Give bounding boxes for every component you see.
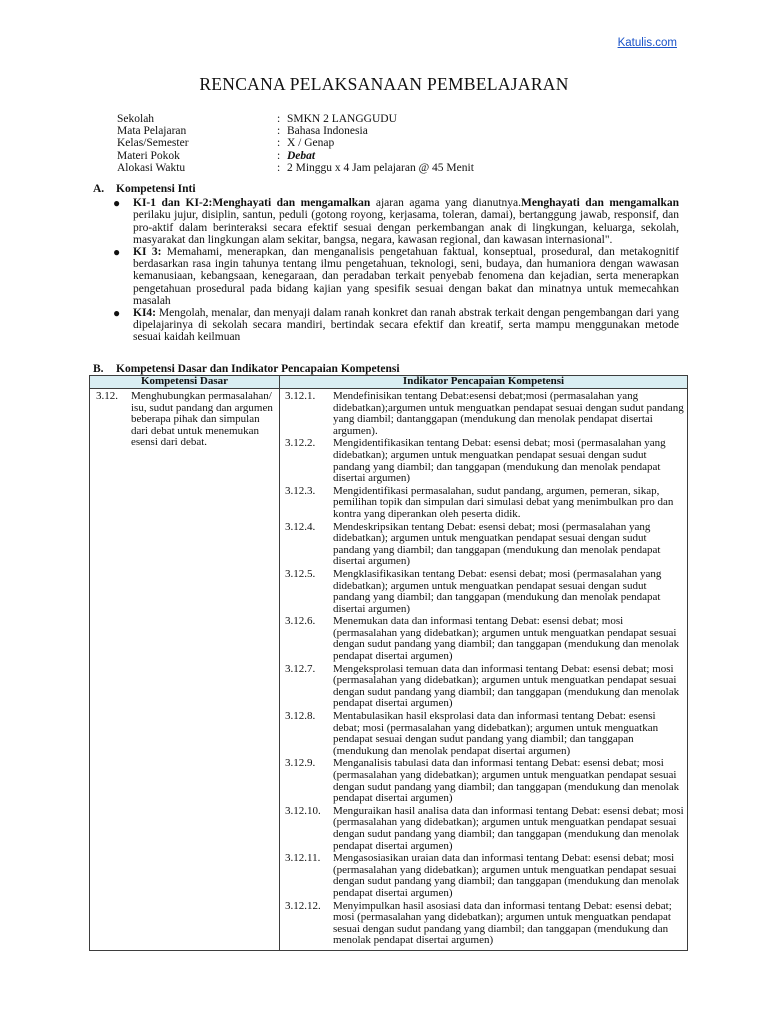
indicator-item [283, 758, 684, 804]
info-value: Debat [287, 149, 316, 162]
indicator-text: Mentabulasikan hasil eksprolasi data dan informasi tentang Debat: esensi debat; mosi (permasalahan yang didebatkan); argumen untuk menguatkan pendapat sesuai dengan sudut pandang yang diambil; dan tanggapan (mendukung dan menolak pendapat disertai argumen) [333, 710, 659, 757]
info-value: 2 Minggu x 4 Jam pelajaran @ 45 Menit [287, 161, 474, 174]
info-row-subject [117, 125, 474, 137]
list-item [113, 246, 679, 307]
info-row-time [117, 162, 474, 174]
indicators-cell [280, 389, 688, 951]
ki-body: ajaran agama yang dianutnya. [370, 197, 522, 210]
section-title: Kompetensi Dasar dan Indikator Pencapaian Kompetensi [116, 363, 400, 375]
info-colon: : [277, 137, 281, 150]
indicator-number: 3.12.10. [285, 804, 321, 817]
section-title: Kompetensi Inti [116, 183, 196, 195]
indicator-text: Mengklasifikasikan tentang Debat: esensi debat; mosi (permasalahan yang didebatkan); argumen untuk menguatkan pendapat sesuai dengan sudut pandang yang diambil; dan tanggapan (mendukung dan menolak pendapat disertai argumen) [333, 567, 662, 615]
watermark-link[interactable]: Katulis.com [617, 37, 677, 49]
indicator-text: Menemukan data dan informasi tentang Debat: esensi debat; mosi (permasalahan yang didebatkan); argumen untuk menguatkan pendapat sesuai dengan sudut pandang yang diambil; dan tanggapan (mendukung dan menolak pendapat disertai argumen) [333, 615, 680, 663]
info-label: Mata Pelajaran [117, 125, 187, 138]
indicator-text: Mengidentifikasikan tentang Debat: esensi debat; mosi (permasalahan yang didebatkan); argumen untuk menguatkan pendapat sesuai dengan sudut pandang yang diambil; dan tanggapan (mendukung dan menolak pendapat disertai argumen) [333, 437, 666, 485]
ki-text [133, 307, 679, 344]
info-label: Materi Pokok [117, 149, 180, 162]
section-core-competence [93, 183, 679, 344]
kd-number: 3.12. [96, 390, 118, 402]
indicator-text: Mendeskripsikan tentang Debat: esensi debat; mosi (permasalahan yang didebatkan); argumen untuk menguatkan pendapat sesuai dengan sudut pandang yang diambil; dan tanggapan (mendukung dan menolak pendapat disertai argumen) [333, 520, 661, 568]
ki-text [133, 197, 679, 246]
section-heading [93, 363, 689, 375]
indicator-item [283, 664, 684, 710]
info-label: Alokasi Waktu [117, 161, 186, 174]
indicator-item [283, 486, 684, 521]
indicator-item [283, 901, 684, 947]
indicator-number: 3.12.9. [285, 757, 316, 770]
core-competence-list [93, 197, 679, 343]
indicator-number: 3.12.3. [285, 484, 316, 497]
indicator-text: Mengasosiasikan uraian data dan informasi tentang Debat: esensi debat; mosi (permasalahan yang didebatkan); argumen untuk menguatkan pendapat sesuai dengan sudut pandang yang diambil; dan tanggapan (mendukung dan menolak pendapat disertai argumen) [333, 852, 680, 899]
indicator-text: Menguraikan hasil analisa data dan informasi tentang Debat: esensi debat; mosi (permasalahan yang didebatkan); argumen untuk menguatkan pendapat sesuai dengan sudut pandang yang diambil; dan tanggapan (mendukung dan menolak pendapat disertai argumen) [333, 804, 684, 852]
indicator-text: Mengeksprolasi temuan data dan informasi tentang Debat: esensi debat; mosi (permasalahan yang didebatkan); argumen untuk menguatkan pendapat sesuai dengan sudut pandang yang diambil; dan tanggapan (mendukung dan menolak pendapat disertai argumen) [333, 662, 680, 710]
ki-text [133, 246, 679, 307]
indicator-item [283, 616, 684, 662]
indicator-item [283, 806, 684, 852]
indicator-item [283, 522, 684, 568]
indicator-text: Menganalisis tabulasi data dan informasi tentang Debat: esensi debat; mosi (permasalahan yang didebatkan); argumen untuk menguatkan pendapat sesuai dengan sudut pandang yang diambil; dan tanggapan (mendukung dan menolak pendapat disertai argumen) [333, 757, 680, 805]
indicator-item [283, 711, 684, 757]
indicator-item [283, 853, 684, 899]
document-title: RENCANA PELAKSANAAN PEMBELAJARAN [199, 74, 569, 94]
competence-table [89, 375, 688, 951]
ki-body: Memahami, menerapkan, dan menganalisis pengetahuan faktual, konseptual, prosedural, dan metakognitif berdasarkan rasa ingin tahunya tentang ilmu pengetahuan, teknologi, seni, budaya, dan humaniora dengan wawasan kemanusiaan, kebangsaan, kenegaraan, dan peradaban terkait penyebab fenomena dan kejadian, serta menerapkan pengetahuan prosedural pada bidang kajian yang spesifik sesuai dengan bakat dan minatnya untuk memecahkan masalah [133, 246, 679, 307]
identity-block [117, 113, 474, 174]
info-row-topic [117, 150, 474, 162]
ki-lead: KI-1 dan KI-2:Menghayati dan mengamalkan [133, 197, 371, 210]
indicator-number: 3.12.7. [285, 662, 316, 675]
bullet-icon: ● [113, 306, 121, 321]
indicator-text: Mengidentifikasi permasalahan, sudut pandang, argumen, pemeran, sikap, pemilihan topik dan simpulan dari simulasi debat yang menimbulkan pro dan kontra yang diperankan oleh peserta didik. [333, 484, 674, 520]
column-header-basic-competence: Kompetensi Dasar [90, 376, 280, 389]
indicator-number: 3.12.5. [285, 567, 316, 580]
indicator-number: 3.12.1. [285, 390, 316, 402]
kd-text: Menghubungkan permasalahan/ isu, sudut pandang dan argumen beberapa pihak dan simpulan dari debat untuk menemukan esensi dari debat. [131, 390, 273, 449]
indicator-number: 3.12.4. [285, 520, 316, 533]
section-letter: A. [93, 183, 105, 195]
list-item [113, 197, 679, 246]
info-value: X / Genap [287, 137, 335, 150]
ki-lead: KI4: [133, 307, 156, 320]
ki-emphasis: Menghayati dan mengamalkan [521, 197, 679, 210]
indicator-text: Mendefinisikan tentang Debat:esensi debat;mosi (permasalahan yang didebatkan);argumen untuk menguatkan pendapat sesuai dengan sudut pandang yang diambil; dantanggapan (mendukung dan menolak pendapat disertai argumen). [333, 390, 684, 437]
basic-competence-cell [90, 389, 280, 951]
info-value: SMKN 2 LANGGUDU [287, 113, 397, 125]
column-header-indicators: Indikator Pencapaian Kompetensi [280, 376, 688, 389]
info-colon: : [277, 149, 281, 162]
info-label: Kelas/Semester [117, 137, 189, 150]
info-row-school [117, 113, 474, 125]
ki-lead: KI 3: [133, 246, 162, 259]
table-row [90, 389, 688, 951]
ki-body: Mengolah, menalar, dan menyaji dalam ranah konkret dan ranah abstrak terkait dengan pengembangan dari yang dipelajarinya di sekolah secara mandiri, bertindak secara efektif dan kreatif, serta mampu menggunakan metode sesuai kaidah keilmuan [133, 307, 679, 344]
info-label: Sekolah [117, 113, 155, 125]
info-colon: : [277, 161, 281, 174]
section-heading [93, 183, 679, 195]
section-letter: B. [93, 363, 104, 375]
bullet-icon: ● [113, 245, 121, 260]
info-colon: : [277, 125, 281, 138]
indicator-item [283, 438, 684, 484]
table-header-row [90, 376, 688, 389]
indicator-text: Menyimpulkan hasil asosiasi data dan informasi tentang Debat: esensi debat; mosi (permasalahan yang didebatkan); argumen untuk menguatkan pendapat sesuai dengan sudut pandang yang diambil; dan tanggapan (mendukung dan menolak pendapat disertai argumen) [333, 899, 672, 947]
info-colon: : [277, 113, 281, 125]
section-basic-competence [93, 363, 689, 375]
indicator-number: 3.12.6. [285, 615, 316, 628]
info-value: Bahasa Indonesia [287, 125, 368, 138]
indicator-number: 3.12.2. [285, 437, 316, 450]
indicator-item [283, 391, 684, 437]
indicator-number: 3.12.11. [285, 852, 321, 865]
list-item [113, 307, 679, 344]
indicator-number: 3.12.8. [285, 710, 316, 723]
info-row-class [117, 137, 474, 149]
indicator-item [283, 569, 684, 615]
ki-body: perilaku jujur, disiplin, santun, peduli (gotong royong, kerjasama, toleran, damai), bertanggung jawab, responsif, dan pro-aktif dalam berinteraksi secara efektif sesuai dengan perkembangan anak di lingkungan, keluarga, sekolah, masyarakat dan lingkungan alam sekitar, bangsa, negara, kawasan regional, dan kawasan internasional". [133, 209, 679, 246]
indicator-number: 3.12.12. [285, 899, 321, 912]
bullet-icon: ● [113, 196, 121, 211]
